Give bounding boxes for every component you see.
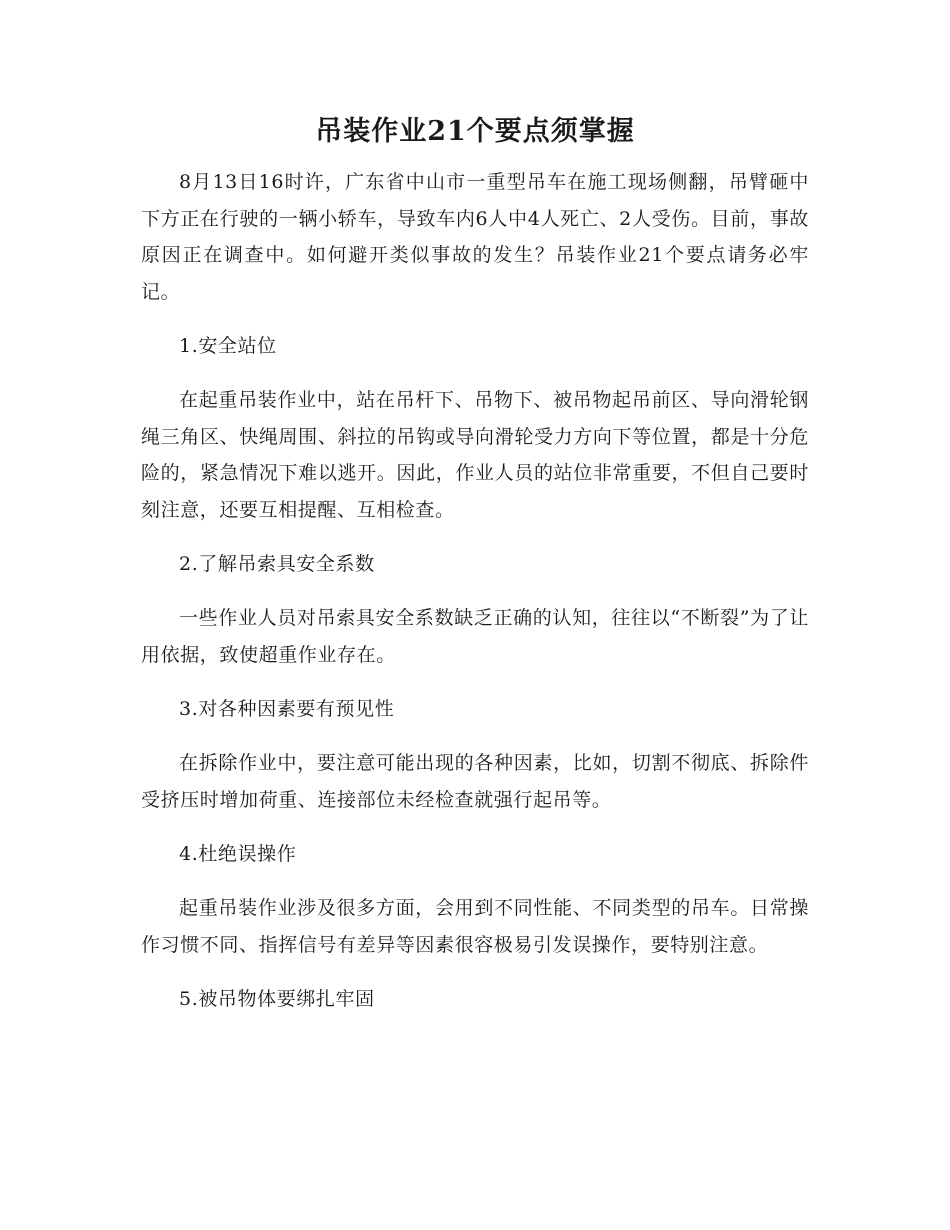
section-body-4: 起重吊装作业涉及很多方面，会用到不同性能、不同类型的吊车。日常操作习惯不同、指挥信号有差异等因素很容极易引发误操作，要特别注意。: [141, 897, 809, 956]
section-heading-2: 2.了解吊索具安全系数: [179, 553, 375, 575]
section-heading-3: 3.对各种因素要有预见性: [179, 698, 395, 720]
section-heading-1: 1.安全站位: [179, 335, 277, 357]
intro-paragraph: 8月13日16时许，广东省中山市一重型吊车在施工现场侧翻，吊臂砸中下方正在行驶的一辆小轿车，导致车内6人中4人死亡、2人受伤。目前，事故原因正在调查中。如何避开类似事故的发生？吊装作业21个要点请务必牢记。: [141, 171, 809, 303]
section-heading-5: 5.被吊物体要绑扎牢固: [179, 988, 375, 1010]
section-body-3: 在拆除作业中，要注意可能出现的各种因素，比如，切割不彻底、拆除件受挤压时增加荷重、连接部位未经检查就强行起吊等。: [141, 752, 809, 811]
section-body-2: 一些作业人员对吊索具安全系数缺乏正确的认知，往往以“不断裂”为了让用依据，致使超重作业存在。: [141, 607, 809, 666]
document-page: [141, 110, 809, 1017]
section-body-1: 在起重吊装作业中，站在吊杆下、吊物下、被吊物起吊前区、导向滑轮钢绳三角区、快绳周围、斜拉的吊钩或导向滑轮受力方向下等位置，都是十分危险的，紧急情况下难以逃开。因此，作业人员的站位非常重要，不但自己要时刻注意，还要互相提醒、互相检查。: [141, 389, 809, 521]
section-heading-4: 4.杜绝误操作: [179, 843, 297, 865]
document-title: 吊装作业21个要点须掌握: [315, 116, 635, 147]
